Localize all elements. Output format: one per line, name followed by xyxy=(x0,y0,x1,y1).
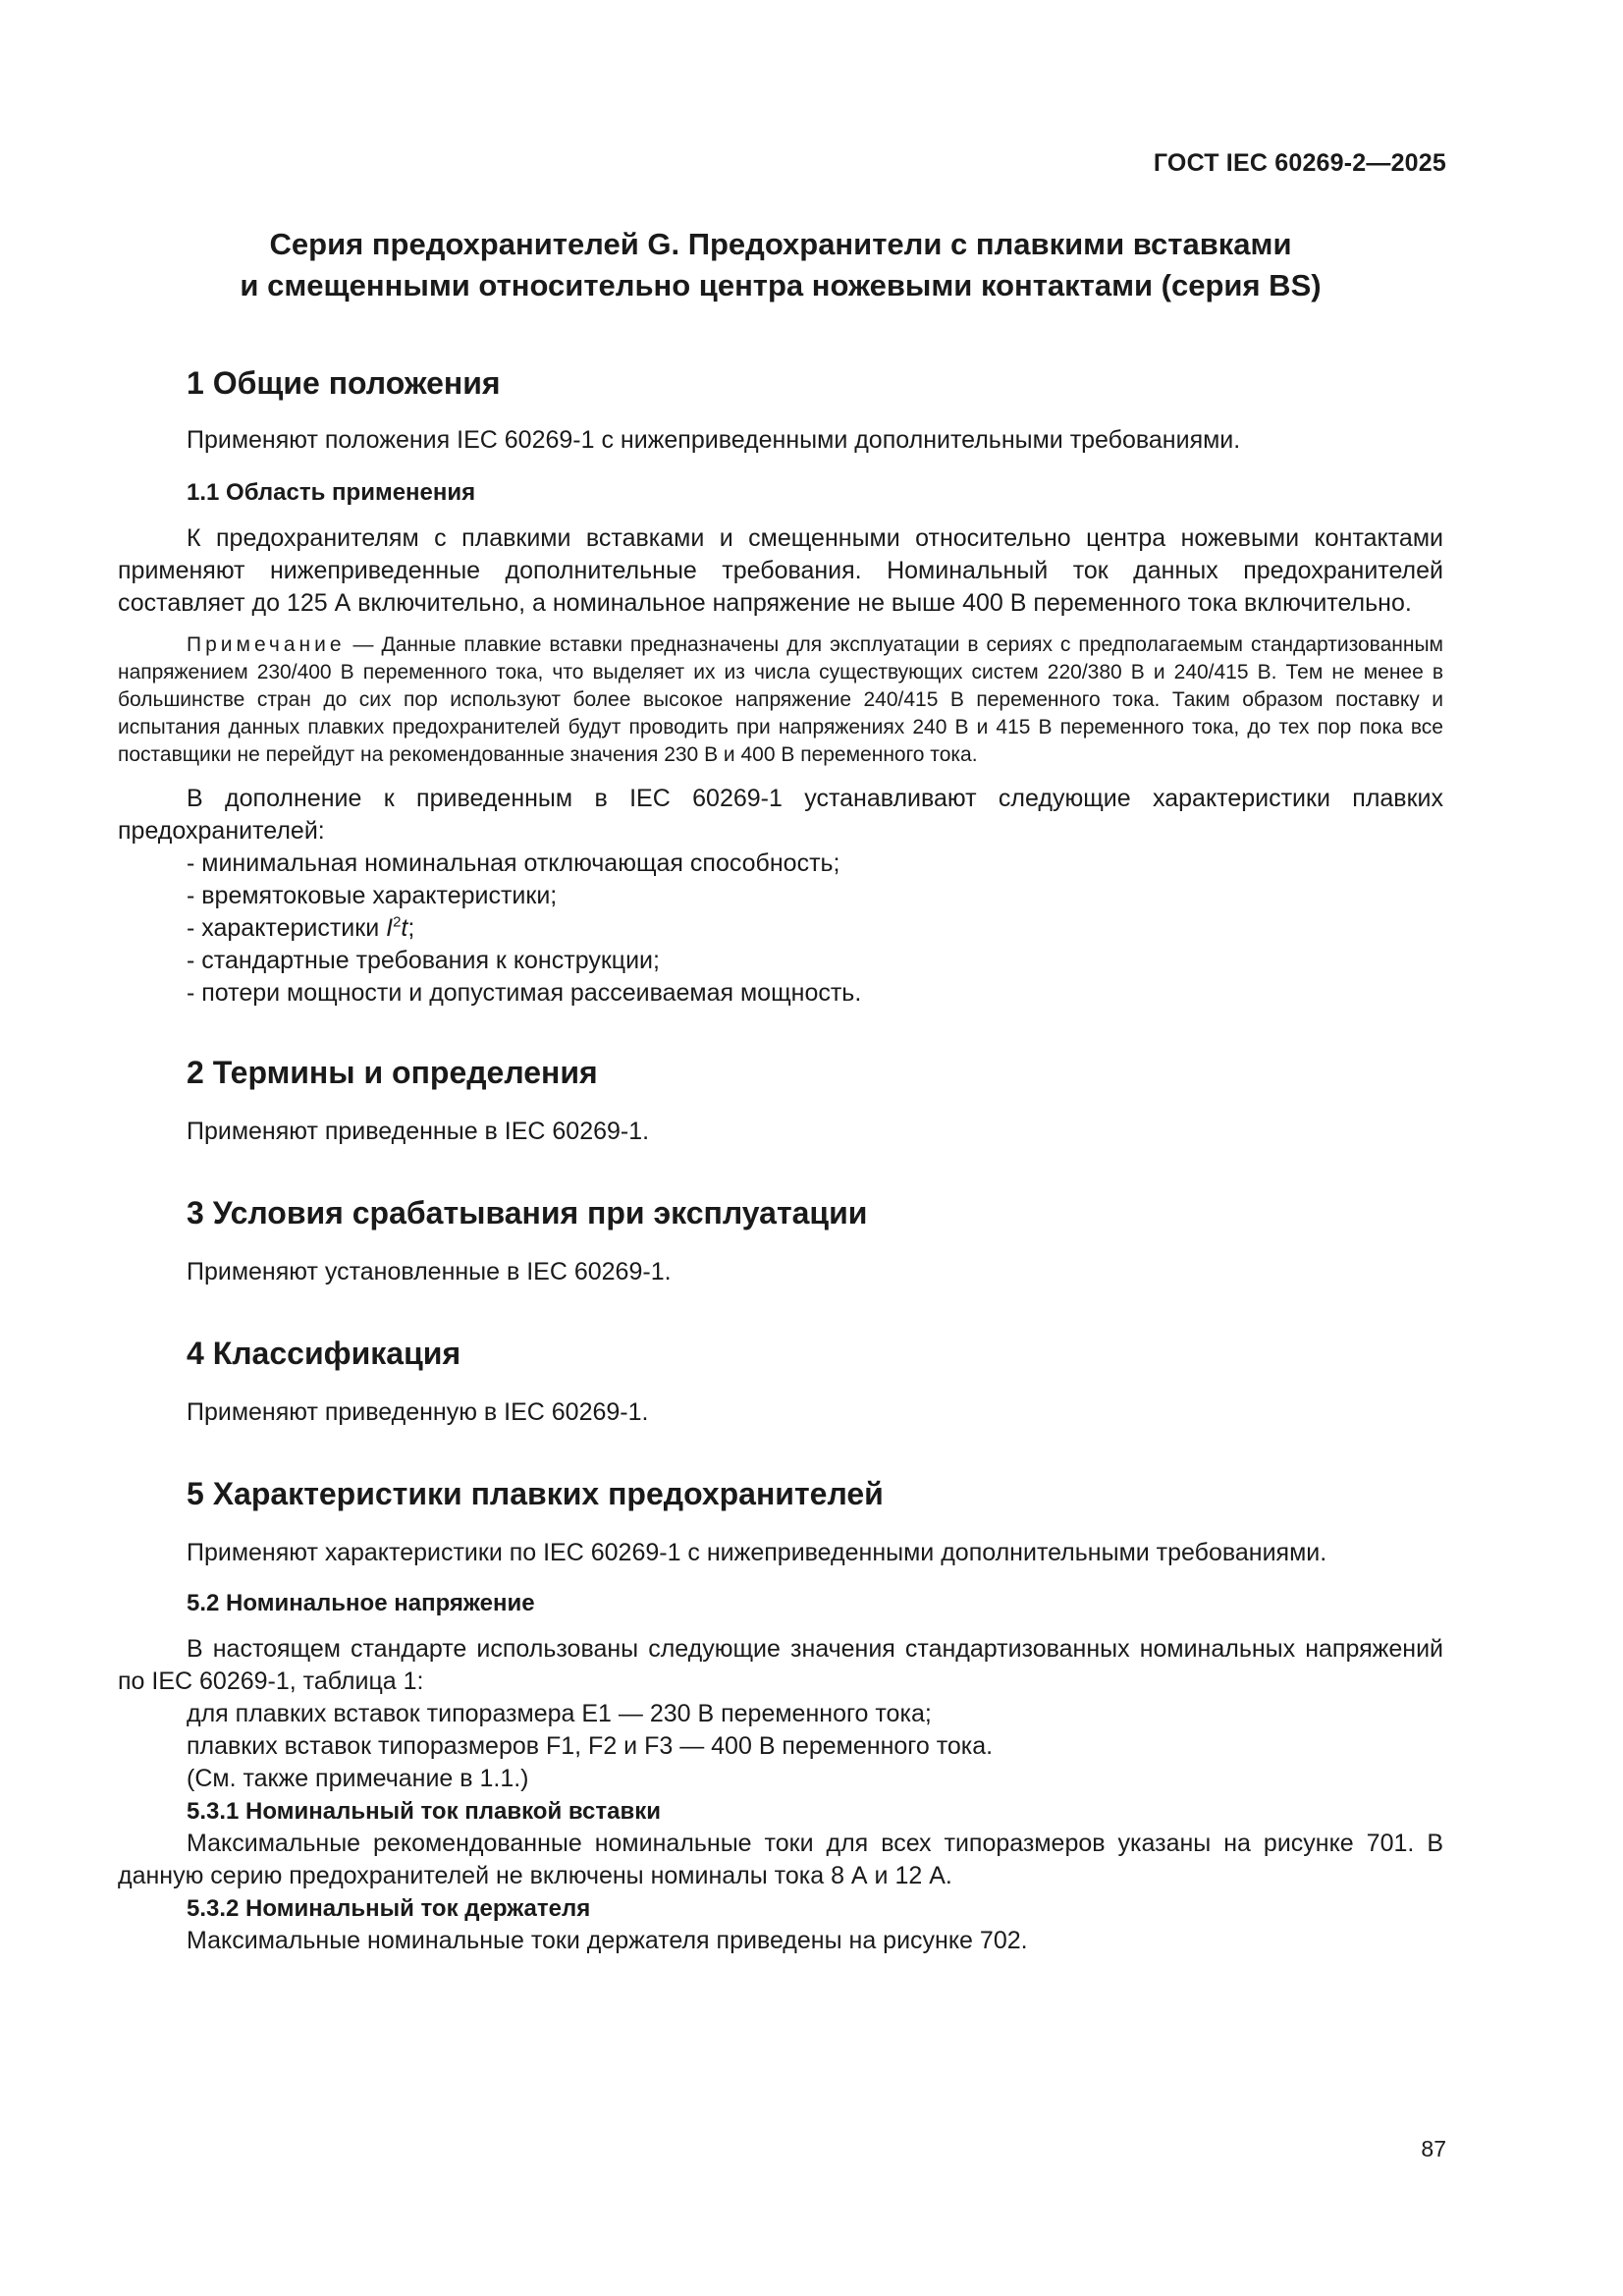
section-3-heading: 3 Условия срабатывания при эксплуатации xyxy=(187,1195,868,1230)
formula-i: I xyxy=(386,914,394,942)
list-item-text: - характеристики xyxy=(187,914,387,942)
note-paragraph xyxy=(118,631,1443,769)
formula-t: t xyxy=(401,914,408,942)
section-3-text: Применяют установленные в IEC 60269-1. xyxy=(187,1258,672,1285)
title-line-1: Серия предохранителей G. Предохранители с плавкими вставками xyxy=(269,227,1292,261)
subsection-5-2-heading: 5.2 Номинальное напряжение xyxy=(187,1590,535,1616)
additional-characteristics-text: В дополнение к приведенным в IEC 60269-1 устанавливают следующие характеристики плавких предохранителей: xyxy=(118,785,1443,845)
subsection-1-1-text: К предохранителям с плавкими вставками и смещенными относительно центра ножевыми контактами применяют нижеприведенные дополнительные требования. Номинальный ток данных предохранителей составляет до 125 А включительно, а номинальное напряжение не выше 400 В переменного тока включительно. xyxy=(118,524,1443,617)
section-2-heading: 2 Термины и определения xyxy=(187,1055,598,1090)
section-2-text: Применяют приведенные в IEC 60269-1. xyxy=(187,1118,650,1145)
list-item-punct: ; xyxy=(407,914,415,942)
subsection-5-2-line-1: для плавких вставок типоразмера E1 — 230 В переменного тока; xyxy=(187,1700,932,1727)
title-line-2: и смещенными относительно центра ножевыми контактами (серия BS) xyxy=(240,268,1322,302)
subsection-5-3-1-text: Максимальные рекомендованные номинальные токи для всех типоразмеров указаны на рисунке 701. В данную серию предохранителей не включены номиналы тока 8 А и 12 А. xyxy=(118,1830,1443,1889)
page-number: 87 xyxy=(1421,2136,1446,2161)
subsection-5-3-1-heading: 5.3.1 Номинальный ток плавкой вставки xyxy=(187,1798,662,1825)
list-item: - минимальная номинальная отключающая способность; xyxy=(187,849,840,877)
main-content xyxy=(118,363,1443,1957)
list-item: - времятоковые характеристики; xyxy=(187,882,558,909)
list-item: - потери мощности и допустимая рассеиваемая мощность. xyxy=(187,979,862,1007)
section-4-text: Применяют приведенную в IEC 60269-1. xyxy=(187,1398,649,1426)
document-title xyxy=(118,224,1443,306)
note-text: — Данные плавкие вставки предназначены для эксплуатации в сериях с предполагаемым стандартизованным напряжением 230/400 В переменного тока, что выделяет их из числа существующих систем 220/380 В и 240/415 В. Тем не менее в большинстве стран до сих пор используют более высокое напряжение 240/415 В переменного тока. Таким образом поставку и испытания данных плавких предохранителей будут проводить при напряжениях 240 В и 415 В переменного тока, до тех пор пока все поставщики не перейдут на рекомендованные значения 230 В и 400 В переменного тока. xyxy=(118,633,1443,766)
section-5-heading: 5 Характеристики плавких предохранителей xyxy=(187,1476,884,1511)
subsection-5-2-line-2: плавких вставок типоразмеров F1, F2 и F3 — 400 В переменного тока. xyxy=(187,1732,994,1760)
subsection-5-3-2-heading: 5.3.2 Номинальный ток держателя xyxy=(187,1895,591,1922)
subsection-1-1-heading: 1.1 Область применения xyxy=(187,479,476,506)
note-label: Примечание xyxy=(187,633,346,656)
list-item xyxy=(118,912,1443,945)
section-1-heading: 1 Общие положения xyxy=(187,365,501,401)
subsection-5-2-text: В настоящем стандарте использованы следующие значения стандартизованных номинальных напряжений по IEC 60269-1, таблица 1: xyxy=(118,1635,1443,1695)
characteristics-list xyxy=(118,847,1443,1010)
section-5-text: Применяют характеристики по IEC 60269-1 с нижеприведенными дополнительными требованиями. xyxy=(187,1539,1327,1566)
section-1-intro: Применяют положения IEC 60269-1 с нижеприведенными дополнительными требованиями. xyxy=(187,426,1241,454)
formula-superscript: 2 xyxy=(393,913,402,931)
subsection-5-2-line-3: (См. также примечание в 1.1.) xyxy=(187,1765,529,1792)
document-id-header: ГОСТ IEC 60269-2—2025 xyxy=(1153,149,1446,177)
list-item: - стандартные требования к конструкции; xyxy=(187,947,660,974)
section-4-heading: 4 Классификация xyxy=(187,1336,461,1371)
subsection-5-3-2-text: Максимальные номинальные токи держателя приведены на рисунке 702. xyxy=(187,1927,1028,1954)
